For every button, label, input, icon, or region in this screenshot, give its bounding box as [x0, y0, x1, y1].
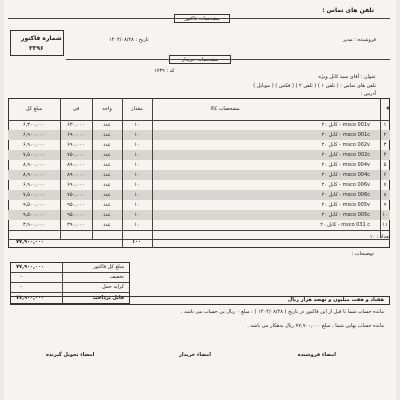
- col-header-qty: مقدار: [131, 106, 143, 112]
- balance-line-1: مانده حساب شما تا قبل از این فاکتور در تاریخ ( ۱۴۰۴/۰۸/۲۸ ) : مبلغ ۰ ریال بی حساب می باشد .: [180, 309, 384, 315]
- row-index: ۱: [383, 122, 387, 128]
- total-amount: ۷۷,۹۰۰,۰۰۰: [16, 239, 45, 245]
- row-qty: ۱۰: [134, 202, 140, 208]
- row-qty: ۱۰: [134, 182, 140, 188]
- summary-subtotal-label: مبلغ کل فاکتور: [93, 264, 124, 270]
- table-row: [8, 220, 390, 230]
- row-qty: ۱۰: [134, 222, 140, 228]
- table-row: [8, 210, 390, 220]
- row-unit: عدد: [103, 152, 111, 158]
- row-unit-price: ۶۹۰,۰۰۰: [67, 132, 85, 138]
- seller-section-tag: مشخصات فاکتور: [174, 14, 230, 23]
- row-index: ۱۰: [382, 212, 388, 218]
- summary-shipping-value: -: [20, 284, 22, 290]
- col-header-index: #: [385, 106, 391, 112]
- buyer-title: عنوان : آقای سید کابل ویژه: [318, 74, 376, 80]
- table-row: [8, 130, 390, 140]
- amount-in-words: هفتاد و هفت میلیون و نهصد هزار ریال: [287, 297, 384, 303]
- row-unit: عدد: [103, 172, 111, 178]
- row-index: ۶: [383, 172, 387, 178]
- table-row: [8, 150, 390, 160]
- row-unit-price: ۶۹۰,۰۰۰: [67, 182, 85, 188]
- row-unit: عدد: [103, 212, 111, 218]
- row-index: ۸: [383, 192, 387, 198]
- invoice-date: تاریخ : ۱۴۰۴/۰۸/۲۸: [109, 37, 149, 43]
- row-amount: ۷,۵۰۰,۰۰۰: [23, 152, 45, 158]
- table-row: [8, 190, 390, 200]
- notes-label: توضیحات :: [351, 251, 374, 257]
- row-description: msco 005v - کابل ۲۰: [321, 202, 370, 208]
- row-description: msco 002v - کابل ۲۰: [321, 142, 370, 148]
- receiver-signature-label: امضاء تحویل گیرنده: [46, 352, 95, 358]
- row-qty: ۱۰: [134, 132, 140, 138]
- table-row: [8, 180, 390, 190]
- row-description: msco 004v - کابل ۲۰: [321, 162, 370, 168]
- row-unit-price: ۶۳۰,۰۰۰: [67, 122, 85, 128]
- row-amount: ۹,۵۰۰,۰۰۰: [23, 202, 45, 208]
- row-amount: ۸,۹۰۰,۰۰۰: [23, 172, 45, 178]
- summary-discount-value: -: [20, 274, 22, 280]
- row-amount: ۹,۵۰۰,۰۰۰: [23, 212, 45, 218]
- seller-name: فروشنده : مدیر: [343, 37, 376, 43]
- row-unit: عدد: [103, 142, 111, 148]
- buyer-signature-label: امضاء خریدار: [179, 352, 211, 358]
- row-qty: ۱۰: [134, 152, 140, 158]
- row-unit: عدد: [103, 132, 111, 138]
- row-qty: ۱۰: [134, 172, 140, 178]
- invoice-page: [4, 0, 396, 400]
- total-qty: ۱۰۰: [132, 239, 142, 245]
- row-description: msco 031 c - کابل ۲۰: [320, 222, 370, 228]
- seller-signature-label: امضاء فروشنده: [297, 352, 336, 358]
- summary-shipping-label: کرایه حمل: [102, 284, 124, 290]
- col-header-unit: واحد: [102, 106, 112, 112]
- row-qty: ۱۰: [134, 162, 140, 168]
- row-unit: عدد: [103, 222, 111, 228]
- col-header-amount: مبلغ کل: [25, 106, 43, 112]
- table-row: [8, 170, 390, 180]
- invoice-number-box: [10, 30, 64, 56]
- row-description: msco 002c - کابل ۲۰: [321, 152, 370, 158]
- row-unit: عدد: [103, 192, 111, 198]
- row-amount: ۶,۹۰۰,۰۰۰: [23, 182, 45, 188]
- row-unit-price: ۳۹۰,۰۰۰: [67, 222, 85, 228]
- row-amount: ۳,۹۰۰,۰۰۰: [23, 222, 45, 228]
- row-unit-price: ۷۵۰,۰۰۰: [67, 192, 85, 198]
- row-amount: ۷,۵۰۰,۰۰۰: [23, 192, 45, 198]
- summary-discount-label: تخفیف: [110, 274, 124, 280]
- item-count: تعداد : ۱۰: [369, 234, 390, 240]
- row-description: msco 006v - کابل ۲۰: [321, 182, 370, 188]
- row-description: msco 005c - کابل ۲۰: [321, 212, 370, 218]
- seller-phone-label: تلفن های تماس :: [322, 7, 374, 14]
- row-qty: ۱۰: [134, 212, 140, 218]
- row-description: msco 004c - کابل ۲۰: [321, 172, 370, 178]
- table-row: [8, 160, 390, 170]
- summary-payable-value: ۷۷,۹۰۰,۰۰۰: [16, 295, 45, 301]
- table-row: [8, 200, 390, 210]
- row-index: ۱۱: [382, 222, 388, 228]
- summary-payable-label: قابل پرداخت: [92, 295, 124, 301]
- row-qty: ۱۰: [134, 122, 140, 128]
- row-amount: ۸,۹۰۰,۰۰۰: [23, 162, 45, 168]
- row-unit-price: ۹۵۰,۰۰۰: [67, 212, 85, 218]
- row-unit-price: ۸۹۰,۰۰۰: [67, 172, 85, 178]
- row-description: msco 006c - کابل ۲۰: [321, 192, 370, 198]
- balance-line-2: مانده حساب نهایی شما ، مبلغ ۷۷,۹۰۰,۰۰۰ ریال بدهکار می باشد .: [247, 323, 384, 329]
- row-unit-price: ۸۹۰,۰۰۰: [67, 162, 85, 168]
- row-unit: عدد: [103, 162, 111, 168]
- row-qty: ۱۰: [134, 192, 140, 198]
- row-amount: ۶,۹۰۰,۰۰۰: [23, 132, 45, 138]
- col-header-description: مشخصات کالا: [210, 106, 240, 112]
- row-unit: عدد: [103, 122, 111, 128]
- row-description: msco 001c - کابل ۲۰: [321, 132, 370, 138]
- row-unit-price: ۶۹۰,۰۰۰: [67, 142, 85, 148]
- row-index: ۴: [383, 152, 387, 158]
- invoice-number-label: شماره فاکتور: [21, 35, 62, 42]
- summary-subtotal-value: ۷۷,۹۰۰,۰۰۰: [16, 264, 45, 270]
- buyer-code: کد : ۱۷۳۹: [154, 68, 175, 74]
- table-row: [8, 120, 390, 130]
- row-unit: عدد: [103, 182, 111, 188]
- row-amount: ۶,۳۰۰,۰۰۰: [23, 122, 45, 128]
- row-index: ۹: [383, 202, 387, 208]
- buyer-phones: تلفن های تماس : ( تلفن ۱ ) ( تلفن ۲ ) ( فکس ) ( موبایل ): [253, 83, 376, 89]
- row-unit-price: ۹۵۰,۰۰۰: [67, 202, 85, 208]
- row-unit: عدد: [103, 202, 111, 208]
- row-description: msco 001v - کابل ۲۰: [321, 122, 370, 128]
- col-header-unit-price: فی: [72, 106, 80, 112]
- buyer-address: آدرس :: [360, 91, 376, 97]
- row-amount: ۶,۹۰۰,۰۰۰: [23, 142, 45, 148]
- invoice-number-value: ۳۳۹۶: [29, 45, 44, 52]
- row-index: ۳: [383, 142, 387, 148]
- row-unit-price: ۷۵۰,۰۰۰: [67, 152, 85, 158]
- row-qty: ۱۰: [134, 142, 140, 148]
- row-index: ۷: [383, 182, 387, 188]
- table-row: [8, 140, 390, 150]
- row-index: ۲: [383, 132, 387, 138]
- row-index: ۵: [383, 162, 387, 168]
- buyer-section-tag: مشخصات خریدار: [169, 55, 231, 64]
